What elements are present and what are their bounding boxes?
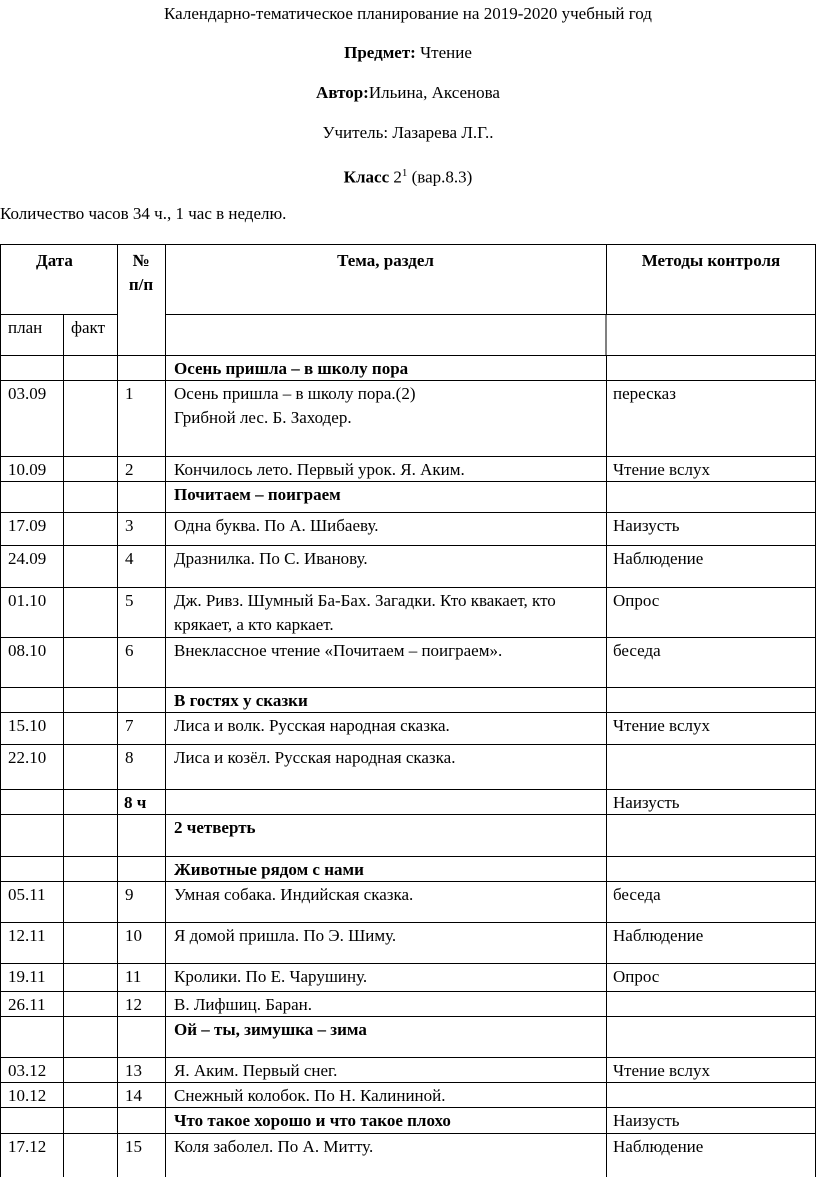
control-method: беседа <box>613 885 661 904</box>
lesson-number: 3 <box>125 516 134 535</box>
control-method: Чтение вслух <box>613 716 710 735</box>
lesson-topic: Я домой пришла. По Э. Шиму. <box>174 926 397 945</box>
lesson-date: 10.12 <box>8 1086 47 1105</box>
lesson-topic: Внеклассное чтение «Почитаем – поиграем». <box>174 641 503 660</box>
section-title: Животные рядом с нами <box>174 860 364 879</box>
lesson-topic: Осень пришла – в школу пора.(2) <box>174 384 416 403</box>
lesson-date: 03.09 <box>8 384 47 403</box>
control-method: Наизусть <box>613 516 680 535</box>
section-title: 2 четверть <box>174 818 256 837</box>
control-method: Наизусть <box>613 1111 680 1130</box>
subject-value: Чтение <box>420 43 472 62</box>
col-header-fact: факт <box>71 318 106 337</box>
lesson-date: 05.11 <box>8 885 46 904</box>
section-title: Осень пришла – в школу пора <box>174 359 409 378</box>
class-superscript: 1 <box>401 167 408 179</box>
control-method: Наблюдение <box>613 926 704 945</box>
lesson-number: 1 <box>125 384 134 403</box>
lesson-date: 12.11 <box>8 926 46 945</box>
lesson-number: 12 <box>125 995 142 1014</box>
control-method: пересказ <box>613 384 676 403</box>
lesson-date: 03.12 <box>8 1061 47 1080</box>
lesson-number: 6 <box>125 641 134 660</box>
lesson-number: 8 <box>125 748 134 767</box>
control-method: Наблюдение <box>613 1137 704 1156</box>
lesson-date: 19.11 <box>8 967 46 986</box>
control-method: Наблюдение <box>613 549 704 568</box>
subject-line <box>0 43 816 63</box>
lesson-number: 14 <box>125 1086 142 1105</box>
author-label: Автор: <box>316 83 369 102</box>
lesson-number: 5 <box>125 591 134 610</box>
col-header-num-1: № <box>132 251 150 270</box>
lesson-date: 17.09 <box>8 516 47 535</box>
lesson-date: 24.09 <box>8 549 47 568</box>
col-header-control: Методы контроля <box>641 251 781 270</box>
class-label: Класс <box>343 167 390 187</box>
lesson-date: 08.10 <box>8 641 47 660</box>
lesson-topic: Дразнилка. По С. Иванову. <box>174 549 368 568</box>
lesson-topic: Грибной лес. Б. Заходер. <box>174 408 352 427</box>
control-method: Опрос <box>613 967 660 986</box>
lesson-number: 13 <box>125 1061 142 1080</box>
section-title: Ой – ты, зимушка – зима <box>174 1020 367 1039</box>
lesson-number: 9 <box>125 885 134 904</box>
lesson-topic: Умная собака. Индийская сказка. <box>174 885 414 904</box>
lesson-topic: Дж. Ривз. Шумный Ба-Бах. Загадки. Кто квакает, кто <box>174 591 556 610</box>
lesson-topic: Лиса и волк. Русская народная сказка. <box>174 716 450 735</box>
hours-line: Количество часов 34 ч., 1 час в неделю. <box>0 204 287 223</box>
lesson-date: 10.09 <box>8 460 47 479</box>
control-method: Чтение вслух <box>613 1061 710 1080</box>
lesson-date: 17.12 <box>8 1137 47 1156</box>
control-method: беседа <box>613 641 661 660</box>
lesson-topic: Снежный колобок. По Н. Калининой. <box>174 1086 446 1105</box>
subject-label: Предмет: <box>344 43 416 62</box>
col-header-topic: Тема, раздел <box>337 251 434 270</box>
author-value: Ильина, Аксенова <box>368 83 500 102</box>
section-title: Почитаем – поиграем <box>174 485 341 504</box>
control-method: Наизусть <box>613 793 680 812</box>
lesson-topic: Коля заболел. По А. Митту. <box>174 1137 374 1156</box>
class-line <box>0 163 816 188</box>
lesson-topic: В. Лифшиц. Баран. <box>174 995 312 1014</box>
lesson-topic: Кончилось лето. Первый урок. Я. Аким. <box>174 460 465 479</box>
hours-total: 8 ч <box>124 793 147 812</box>
col-header-num-2: п/п <box>128 275 154 294</box>
lesson-number: 4 <box>125 549 134 568</box>
page-title: Календарно-тематическое планирование на 2019-2020 учебный год <box>164 4 652 23</box>
lesson-number: 7 <box>125 716 134 735</box>
lesson-topic: крякает, а кто каркает. <box>174 615 334 634</box>
col-header-plan: план <box>8 318 43 337</box>
lesson-date: 01.10 <box>8 591 47 610</box>
author-line <box>0 83 816 103</box>
lesson-number: 10 <box>125 926 142 945</box>
section-title: Что такое хорошо и что такое плохо <box>174 1111 451 1130</box>
lesson-date: 22.10 <box>8 748 47 767</box>
control-method: Опрос <box>613 591 660 610</box>
section-title: В гостях у сказки <box>174 691 308 710</box>
lesson-topic: Я. Аким. Первый снег. <box>174 1061 338 1080</box>
lesson-number: 2 <box>125 460 134 479</box>
class-number: 2 <box>393 167 402 187</box>
class-variant: (вар.8.3) <box>411 167 473 187</box>
lesson-date: 26.11 <box>8 995 46 1014</box>
lesson-topic: Кролики. По Е. Чарушину. <box>174 967 368 986</box>
lesson-topic: Одна буква. По А. Шибаеву. <box>174 516 379 535</box>
col-header-date: Дата <box>36 251 73 270</box>
lesson-date: 15.10 <box>8 716 47 735</box>
lesson-number: 15 <box>125 1137 142 1156</box>
lesson-number: 11 <box>125 967 142 986</box>
lesson-topic: Лиса и козёл. Русская народная сказка. <box>174 748 456 767</box>
teacher-line: Учитель: Лазарева Л.Г.. <box>322 123 494 142</box>
control-method: Чтение вслух <box>613 460 710 479</box>
